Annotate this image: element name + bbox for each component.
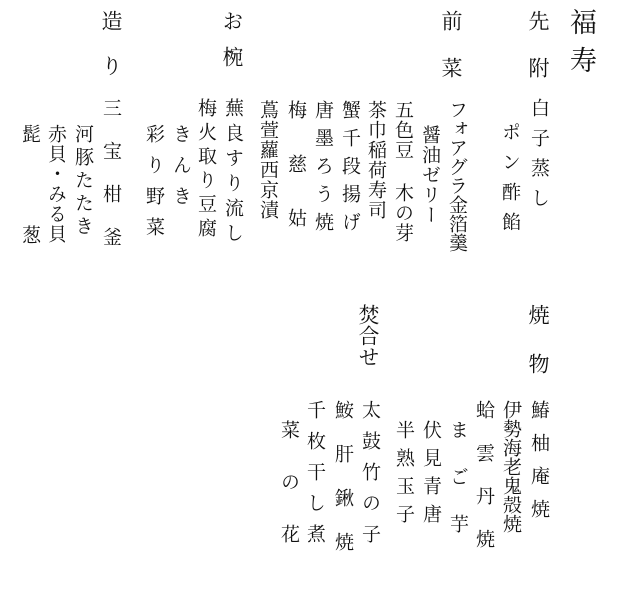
menu-item: 伊勢海老鬼殻焼 — [500, 400, 522, 533]
menu-item: 蛤雲丹焼 — [473, 400, 495, 572]
menu-item: 髭葱 — [19, 124, 41, 326]
menu-item: 蟹千段揚げ — [339, 100, 361, 240]
menu-item: 醤油ゼリー — [419, 125, 441, 225]
menu-title: 福寿 — [565, 8, 596, 84]
menu-item: 五色豆 木の芽 — [392, 100, 414, 243]
section-heading-owan: お椀 — [220, 10, 244, 82]
menu-item: 茶巾稲荷寿司 — [365, 100, 387, 220]
menu-item: 鰆柚庵焼 — [528, 400, 550, 532]
section-heading-yakimono: 焼物 — [526, 304, 550, 402]
section-heading-takiawase: 焚合せ — [356, 304, 380, 367]
menu-item: 鮟肝鍬焼 — [332, 400, 354, 576]
menu-item: 梅火取り豆腐 — [195, 98, 217, 242]
menu-item: 赤貝・みる貝 — [45, 124, 67, 244]
menu-item: 蕪良すり流し — [222, 98, 244, 248]
menu-item: 唐墨ろう焼 — [312, 100, 334, 240]
section-heading-tsukuri: 造り — [99, 10, 123, 100]
menu-item: ポン酢餡 — [499, 122, 521, 242]
menu-item: 蔦萱蘿西京漬 — [257, 100, 279, 220]
section-heading-zensai: 前菜 — [439, 10, 463, 104]
menu-item: 菜の花 — [278, 420, 300, 576]
menu-item: 河豚たたき — [72, 124, 94, 239]
menu-item: 彩り野菜 — [143, 124, 165, 248]
menu-item: まご芋 — [447, 420, 469, 561]
menu-item: 伏見青唐 — [420, 420, 442, 532]
menu-item: 梅慈姑 — [285, 100, 307, 262]
menu-item: 千枚干し煮 — [304, 400, 326, 555]
menu-item: 半熟玉子 — [393, 420, 415, 532]
menu-item: 太鼓竹の子 — [359, 400, 381, 555]
menu-item: 白子蒸し — [528, 98, 550, 218]
menu-item: 三宝柑釜 — [100, 98, 122, 270]
menu-item: フォアグラ金箔羹 — [446, 100, 468, 252]
section-heading-sakizuke: 先附 — [526, 10, 550, 104]
menu-item: きんき — [170, 124, 192, 217]
